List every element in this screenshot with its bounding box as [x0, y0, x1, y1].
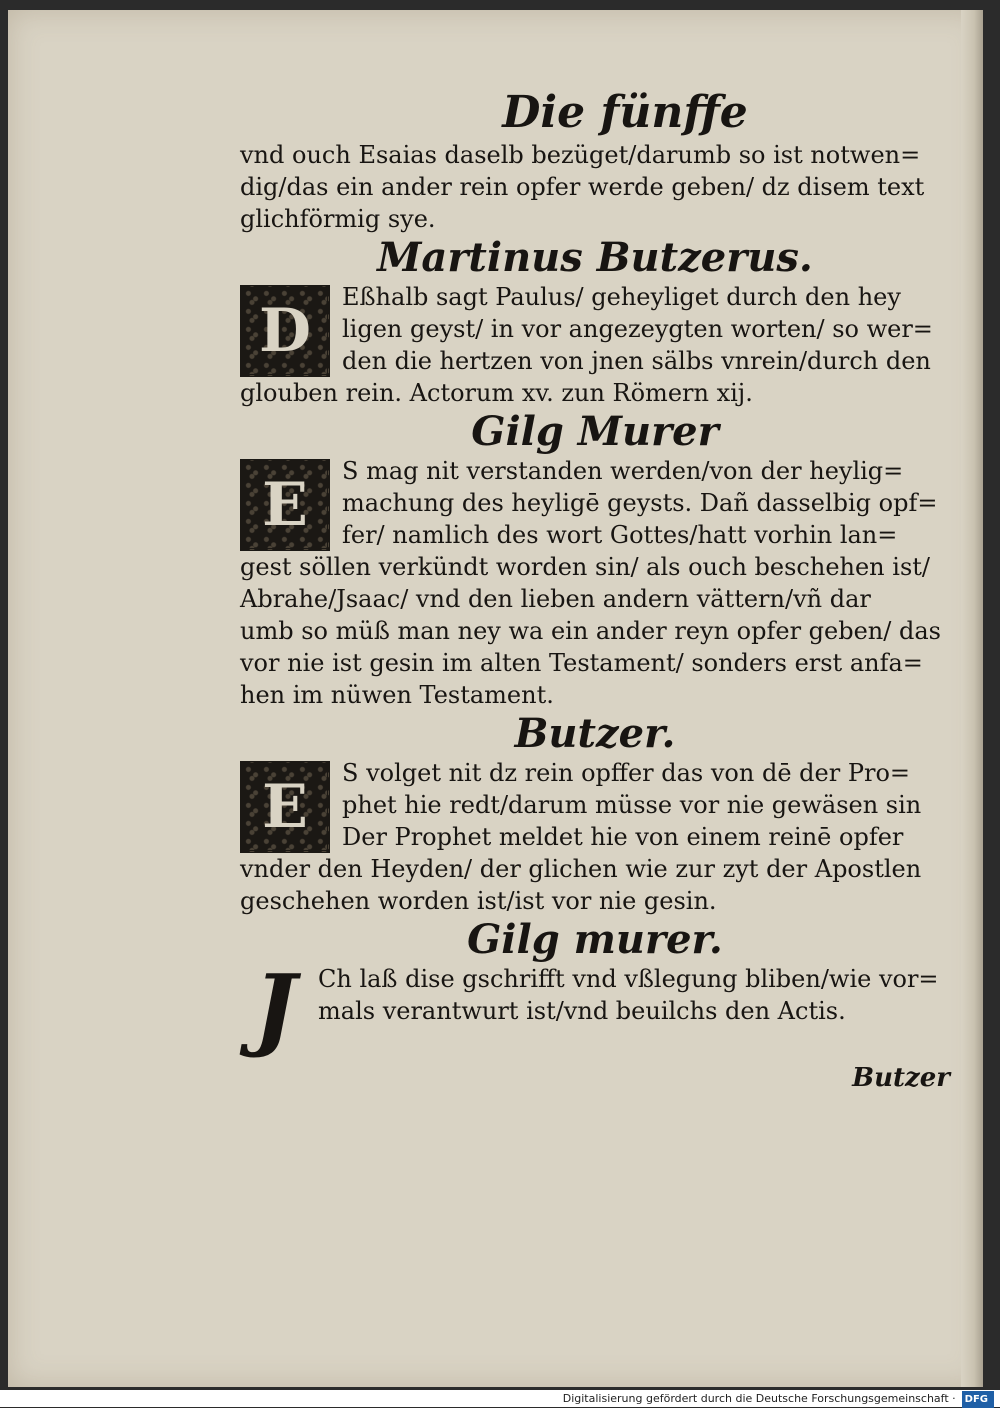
text-line: den die hertzen von jnen sälbs vnrein/durch den: [342, 346, 931, 375]
text-line: ligen geyst/ in vor angezeygten worten/ so wer=: [342, 314, 933, 343]
book-page: [8, 10, 983, 1387]
text-line: Ch laß dise gschrifft vnd vßlegung bliben/wie vor=: [318, 964, 939, 993]
section-paragraph: [240, 281, 950, 409]
section-paragraph: [240, 954, 950, 1063]
text-line: umb so müß man ney wa ein ander reyn opfer geben/ das: [240, 616, 941, 645]
intro-paragraph: [240, 139, 950, 235]
page-text: [240, 88, 950, 1093]
speaker-heading: Martinus Butzerus.: [377, 233, 813, 281]
footer-text: Digitalisierung gefördert durch die Deutsche Forschungsgemeinschaft ·: [562, 1392, 956, 1405]
text-line: hen im nüwen Testament.: [240, 680, 554, 709]
text-line: phet hie redt/darum müsse vor nie gewäsen sin: [342, 790, 922, 819]
text-line: dig/das ein ander rein opfer werde geben/ dz disem text: [240, 172, 925, 201]
section-paragraph: [240, 757, 950, 917]
text-line: geschehen worden ist/ist vor nie gesin.: [240, 886, 717, 915]
text-line: S mag nit verstanden werden/von der heylig=: [342, 456, 904, 485]
text-line: glichförmig sye.: [240, 204, 436, 233]
decorated-initial: E: [240, 761, 330, 853]
text-line: mals verantwurt ist/vnd beuilchs den Actis.: [318, 996, 846, 1025]
text-line: S volget nit dz rein opffer das von dē der Pro=: [342, 758, 910, 787]
text-line: vnder den Heyden/ der glichen wie zur zyt der Apostlen: [240, 854, 922, 883]
digitization-footer: [0, 1390, 1000, 1407]
text-line: Abrahe/Jsaac/ vnd den lieben andern vättern/vñ dar: [240, 584, 871, 613]
text-line: gest söllen verkündt worden sin/ als ouch beschehen ist/: [240, 552, 930, 581]
catchword: Butzer: [852, 1062, 950, 1093]
text-line: Der Prophet meldet hie von einem reinē opfer: [342, 822, 904, 851]
running-head: Die fünffe: [502, 87, 748, 138]
text-line: vor nie ist gesin im alten Testament/ sonders erst anfa=: [240, 648, 923, 677]
text-line: glouben rein. Actorum xv. zun Römern xij.: [240, 378, 753, 407]
speaker-heading: Gilg murer.: [467, 915, 723, 963]
page-edge: [961, 10, 983, 1387]
decorated-initial: E: [240, 459, 330, 551]
speaker-heading: Butzer.: [514, 709, 676, 757]
text-line: fer/ namlich des wort Gottes/hatt vorhin lan=: [342, 520, 898, 549]
text-line: machung des heyligē geysts. Dañ dasselbig opf=: [342, 488, 938, 517]
text-line: vnd ouch Esaias daselb bezüget/darumb so ist notwen=: [240, 140, 921, 169]
dfg-logo: DFG: [962, 1391, 994, 1408]
speaker-heading: Gilg Murer: [471, 407, 719, 455]
section-paragraph: [240, 455, 950, 711]
decorated-initial: D: [240, 285, 330, 377]
text-line: Eßhalb sagt Paulus/ geheyliget durch den hey: [342, 282, 901, 311]
calligraphic-initial: J: [253, 954, 297, 1061]
